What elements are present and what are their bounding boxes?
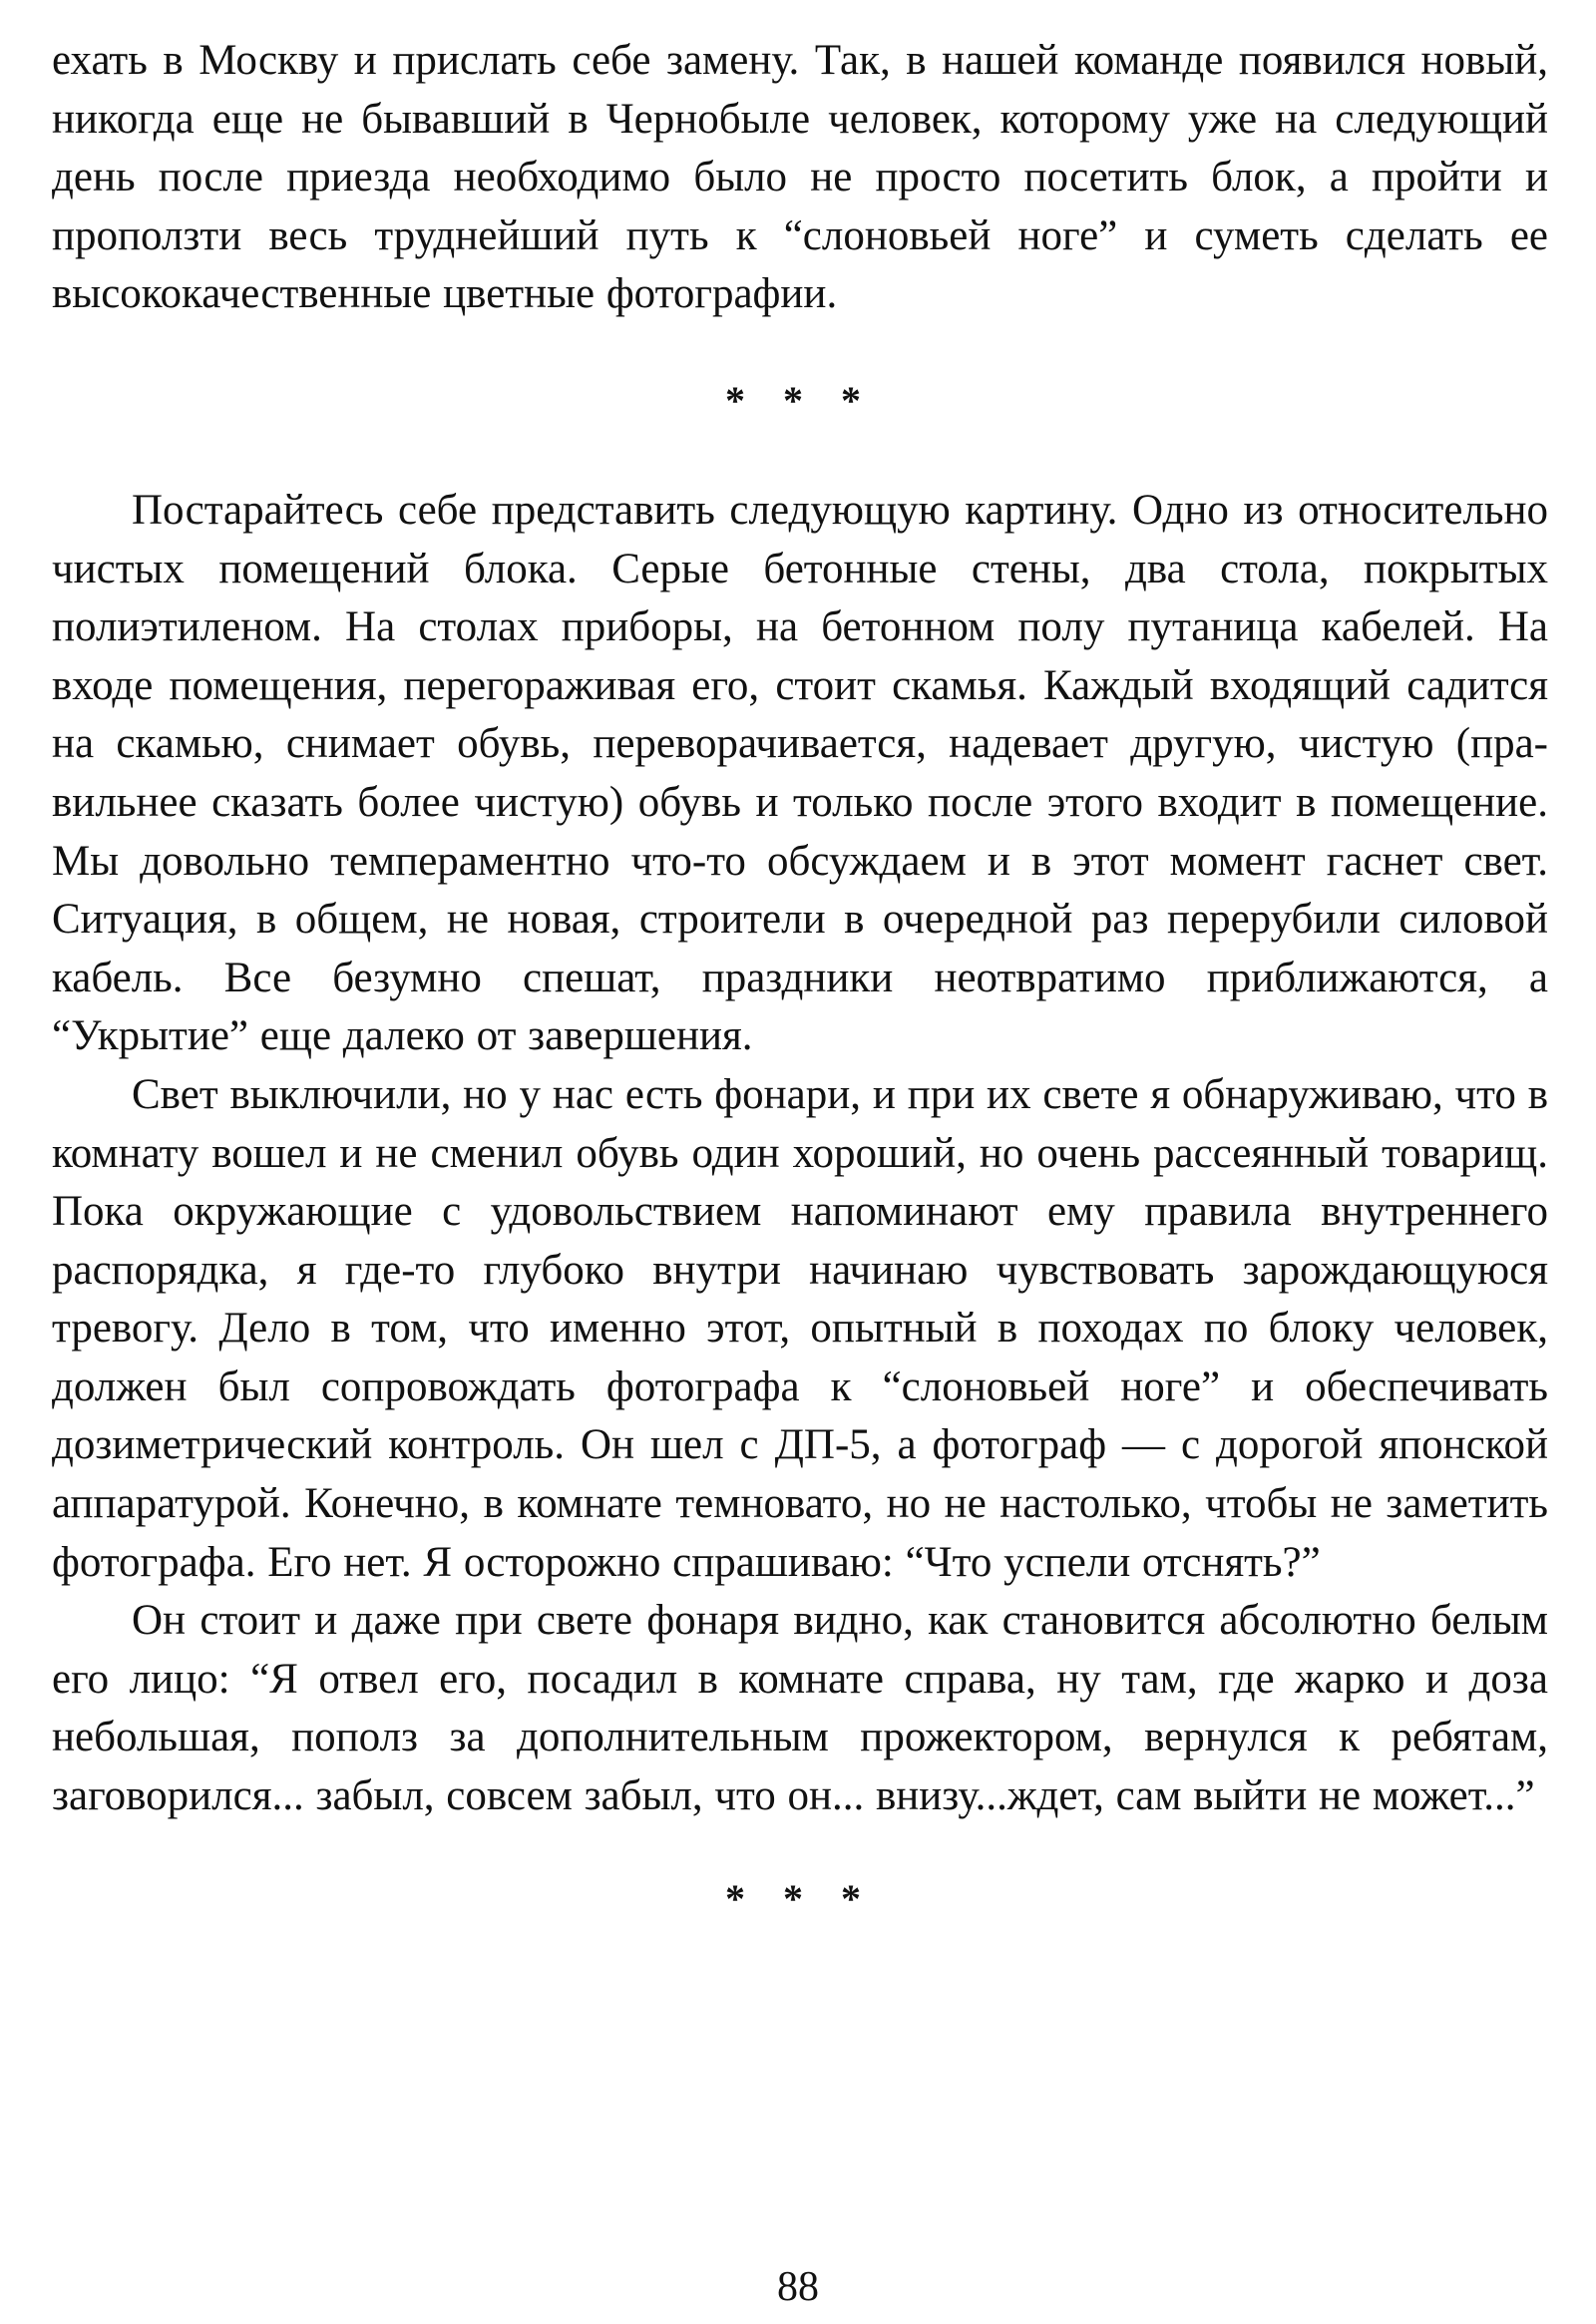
paragraph: Он стоит и даже при свете фонаря видно, как становится абсолютно белым его лицо: “Я отвел его, посадил в комнате справа, ну там, где жарко и доза небольшая, пополз за дополнительным прожектором, вернулся к ребятам, заговорился... забыл, совсем забыл, что он... внизу...ждет, сам выйти не может...” [52,1597,1548,1820]
page-number: 88 [777,2264,819,2310]
section-break-asterisks: * * * [725,377,875,423]
section-break-asterisks: * * * [725,1875,875,1921]
paragraph: Свет выключили, но у нас есть фонари, и при их свете я обнаруживаю, что в комнату вошел и не сменил обувь один хороший, но очень рассеянный товарищ. Пока окружающие с удовольствием напоминают ему правила внутреннего распорядка, я где-то глубоко внутри начинаю чувствовать зарождающуюся тревогу. Дело в том, что именно этот, опытный в походах по блоку человек, должен был сопровождать фотографа к “слоновьей ноге” и обеспечивать дозиметрический контроль. Он шел с ДП-5, а фотограф — с дорогой японской аппаратурой. Конечно, в комнате темновато, но не настолько, чтобы не заметить фотографа. Его нет. Я осторожно спрашиваю: “Что успели отснять?” [52,1070,1548,1586]
paragraph: Постарайтесь себе представить следующую картину. Одно из относительно чистых помещений блока. Серые бетонные стены, два стола, покрытых полиэтиленом. На столах приборы, на бетонном полу путаница кабелей. На входе помещения, перегораживая его, стоит скамья. Каждый входящий садится на скамью, снимает обувь, переворачивается, надевает другую, чистую (правильнее сказать более чистую) обувь и только после этого входит в помещение. Мы довольно темпераментно что-то обсуждаем и в этот момент гаснет свет. Ситуация, в общем, не новая, строители в очередной раз перерубили силовой кабель. Все безумно спешат, праздники неотвратимо приближаются, а “Укрытие” еще далеко от завершения. [52,486,1548,1060]
paragraph-continuation: ехать в Москву и прислать себе замену. Так, в нашей команде появился новый, никогда еще не бывавший в Чернобыле человек, которому уже на следующий день после приезда необходимо было не просто посетить блок, а пройти и проползти весь труднейший путь к “слоновьей ноге” и суметь сделать ее высококачественные цветные фотографии. [52,37,1548,318]
book-page [52,32,1548,1924]
